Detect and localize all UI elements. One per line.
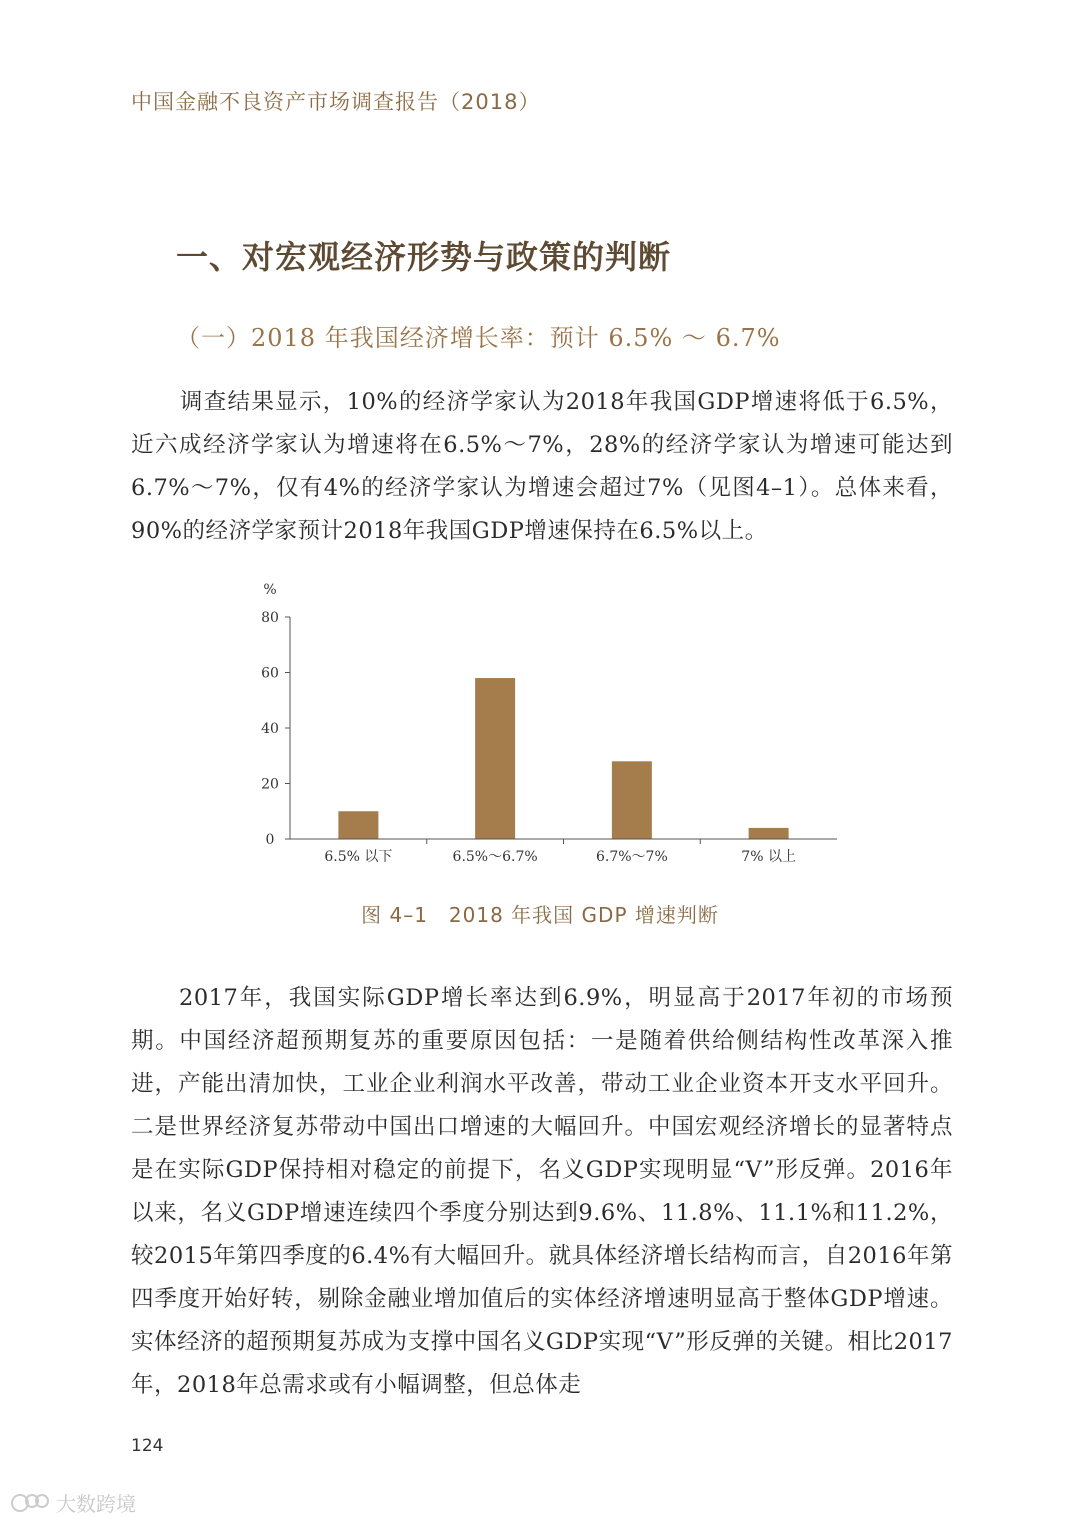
paragraph-2 — [131, 977, 953, 1407]
y-tick-label: 60 — [261, 665, 279, 682]
y-axis-unit: % — [263, 582, 277, 598]
figure-caption: 图 4–1 2018 年我国 GDP 增速判断 — [361, 903, 719, 927]
bar — [612, 761, 652, 839]
paragraph-2-text: 2017年，我国实际GDP增长率达到6.9%，明显高于2017年初的市场预期。中国经济超预期复苏的重要原因包括：一是随着供给侧结构性改革深入推进，产能出清加快，工业企业利润水平改善，带动工业企业资本开支水平回升。二是世界经济复苏带动中国出口增速的大幅回升。中国宏观经济增长的显著特点是在实际GDP保持相对稳定的前提下，名义GDP实现明显“V”形反弹。2016年以来，名义GDP增速连续四个季度分别达到9.6%、11.8%、11.1%和11.2%，较2015年第四季度的6.4%有大幅回升。就具体经济增长结构而言，自2016年第四季度开始好转，剔除金融业增加值后的实体经济增速明显高于整体GDP增速。实体经济的超预期复苏成为支撑中国名义GDP实现“V”形反弹的关键。相比2017年，2018年总需求或有小幅调整，但总体走 — [131, 985, 953, 1398]
watermark-logo-icon — [10, 1491, 50, 1515]
x-tick-label: 6.5%～6.7% — [452, 849, 538, 865]
sub-heading: （一）2018 年我国经济增长率：预计 6.5% ～ 6.7% — [176, 324, 781, 352]
x-tick-label: 7% 以上 — [741, 849, 796, 865]
bar — [475, 678, 515, 839]
section-heading: 一、对宏观经济形势与政策的判断 — [176, 238, 672, 276]
bar — [338, 811, 378, 839]
y-tick-label: 0 — [265, 832, 275, 848]
paragraph-1 — [131, 381, 953, 553]
watermark-text: 大数跨境 — [56, 1492, 136, 1516]
bar-chart — [240, 570, 860, 880]
bar — [749, 828, 789, 839]
page-number: 124 — [131, 1436, 164, 1456]
y-tick-label: 80 — [261, 610, 279, 626]
x-tick-label: 6.7%～7% — [595, 849, 668, 865]
y-tick-label: 20 — [261, 776, 279, 793]
watermark — [10, 1488, 136, 1517]
x-tick-label: 6.5% 以下 — [324, 849, 393, 865]
paragraph-1-text: 调查结果显示，10%的经济学家认为2018年我国GDP增速将低于6.5%，近六成经济学家认为增速将在6.5%～7%，28%的经济学家认为增速可能达到6.7%～7%，仅有4%的经济学家认为增速会超过7%（见图4–1）。总体来看，90%的经济学家预计2018年我国GDP增速保持在6.5%以上。 — [131, 389, 953, 544]
running-header: 中国金融不良资产市场调查报告（2018） — [131, 90, 541, 114]
y-tick-label: 40 — [261, 721, 279, 737]
